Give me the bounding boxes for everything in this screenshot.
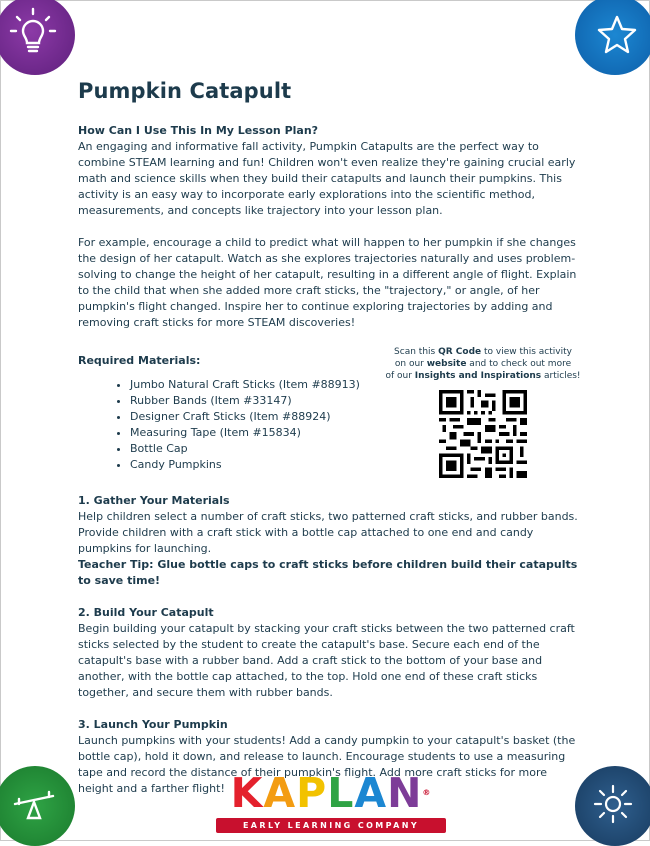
materials-and-qr bbox=[78, 347, 584, 493]
intro-paragraph-2: For example, encourage a child to predict what will happen to her pumpkin if she changes the design of her catapult. Watch as she explores trajectories naturally and uses problem-solving to change the height of her catapult, resulting in a different angle of flight. Explain to the child that when she added more craft sticks, the "trajectory," or angle, of her pumpkin's flight changed. Inspire her to continue exploring trajectories by adding and removing craft sticks for more STEAM discoveries! bbox=[78, 236, 577, 329]
seesaw-icon bbox=[0, 766, 75, 846]
page-title: Pumpkin Catapult bbox=[78, 79, 292, 103]
teacher-tip: Teacher Tip: Glue bottle caps to craft sticks before children build their catapults to save time! bbox=[78, 558, 578, 587]
logo-wordmark bbox=[211, 771, 451, 815]
list-item: • Jumbo Natural Craft Sticks (Item #88913) bbox=[130, 377, 360, 393]
list-item: • Candy Pumpkins bbox=[130, 457, 360, 473]
logo-letter: A bbox=[263, 769, 297, 817]
intro-heading: How Can I Use This In My Lesson Plan? bbox=[78, 124, 319, 137]
step-2-body: Begin building your catapult by stacking your craft sticks between the two patterned craft sticks selected by the student to create the catapult's base. Secure each end of the catapult's base with a rubber band. Add a craft stick to the bottom of your base and another, with the bottle cap attached, to the top. Hold one end of these craft sticks together, and secure them with rubber bands. bbox=[78, 622, 575, 699]
qr-block bbox=[378, 346, 588, 478]
list-item: • Bottle Cap bbox=[130, 441, 360, 457]
list-item: • Rubber Bands (Item #33147) bbox=[130, 393, 360, 409]
list-item: • Designer Craft Sticks (Item #88924) bbox=[130, 409, 360, 425]
qr-code[interactable] bbox=[439, 390, 527, 478]
intro-paragraph-1: An engaging and informative fall activity, Pumpkin Catapults are the perfect way to combine STEAM learning and fun! Children won't even realize they're gaining crucial early math and science skills when they build their catapults and launch their pumpkins. This activity is an easy way to incorporate early explorations into the scientific method, measurements, and concepts like trajectory into your lesson plan. bbox=[78, 140, 576, 217]
logo-letter: P bbox=[296, 769, 328, 817]
logo-tagline: EARLY LEARNING COMPANY bbox=[216, 818, 446, 833]
step-2-heading: 2. Build Your Catapult bbox=[78, 606, 214, 619]
kaplan-logo bbox=[211, 771, 451, 837]
sun-icon bbox=[575, 766, 650, 846]
logo-letter: A bbox=[354, 769, 388, 817]
materials-heading: Required Materials: bbox=[78, 354, 201, 367]
step-1-body: Help children select a number of craft sticks, two patterned craft sticks, and rubber bands. Provide children with a craft stick with a bottle cap attached to one end and candy pumpkins for launching. bbox=[78, 510, 578, 555]
step-3-body: Launch pumpkins with your students! Add a candy pumpkin to your catapult's basket (the bottle cap), hold it down, and release to launch. Encourage students to use a measuring tape and record the distance of their pumpkin's flight. Add more craft sticks for more height and a farther flight! bbox=[78, 734, 576, 795]
qr-caption: Scan this QR Code to view this activity on our website and to check out more of our Insights and Inspirations articles! bbox=[385, 347, 581, 381]
step-1-heading: 1. Gather Your Materials bbox=[78, 494, 230, 507]
registered-mark: ® bbox=[422, 788, 432, 797]
step-3-heading: 3. Launch Your Pumpkin bbox=[78, 718, 228, 731]
list-item: • Measuring Tape (Item #15834) bbox=[130, 425, 360, 441]
logo-letter: L bbox=[327, 769, 355, 817]
document-body bbox=[78, 79, 584, 797]
logo-letter: N bbox=[387, 769, 423, 817]
lightbulb-icon bbox=[0, 0, 75, 75]
star-icon bbox=[575, 0, 650, 75]
materials-section bbox=[78, 353, 360, 473]
logo-letter: K bbox=[230, 769, 264, 817]
materials-list bbox=[78, 377, 360, 473]
